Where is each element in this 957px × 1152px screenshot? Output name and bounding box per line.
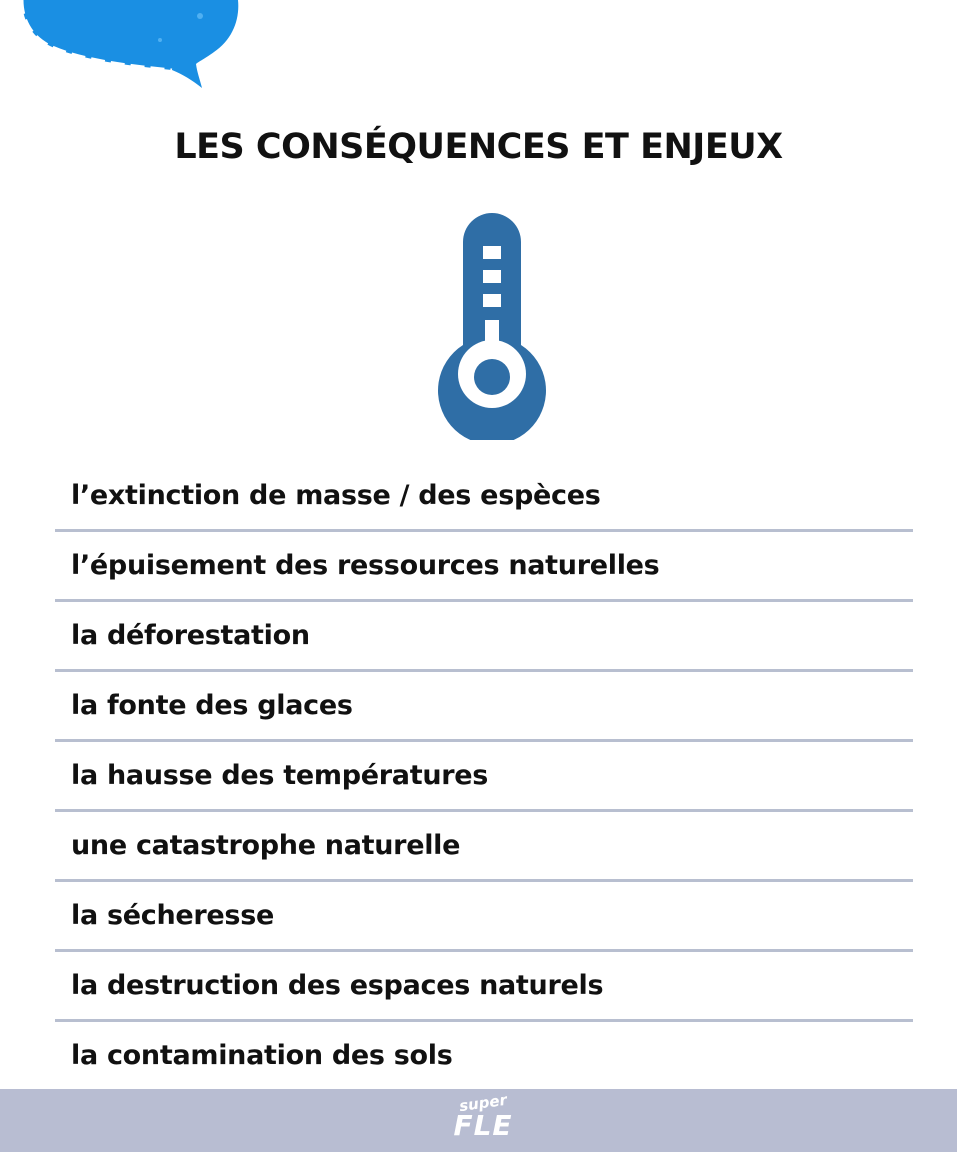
consequences-list bbox=[55, 462, 913, 1092]
list-item: la fonte des glaces bbox=[55, 672, 913, 742]
logo-big-text: FLE bbox=[453, 1109, 513, 1142]
thermometer-icon bbox=[432, 210, 552, 440]
list-item: la sécheresse bbox=[55, 882, 913, 952]
logo-small-text: super bbox=[458, 1090, 508, 1116]
list-item: une catastrophe naturelle bbox=[55, 812, 913, 882]
list-item: la destruction des espaces naturels bbox=[55, 952, 913, 1022]
list-item: la contamination des sols bbox=[71, 1040, 453, 1071]
page-title: LES CONSÉQUENCES ET ENJEUX bbox=[174, 127, 783, 167]
list-item: la hausse des températures bbox=[55, 742, 913, 812]
superfle-logo bbox=[438, 1090, 528, 1149]
list-item: l’extinction de masse / des espèces bbox=[55, 462, 913, 532]
footer-bar bbox=[0, 1089, 957, 1152]
list-item: la déforestation bbox=[55, 602, 913, 672]
speech-bubble-icon bbox=[0, 0, 250, 95]
list-item: l’épuisement des ressources naturelles bbox=[55, 532, 913, 602]
